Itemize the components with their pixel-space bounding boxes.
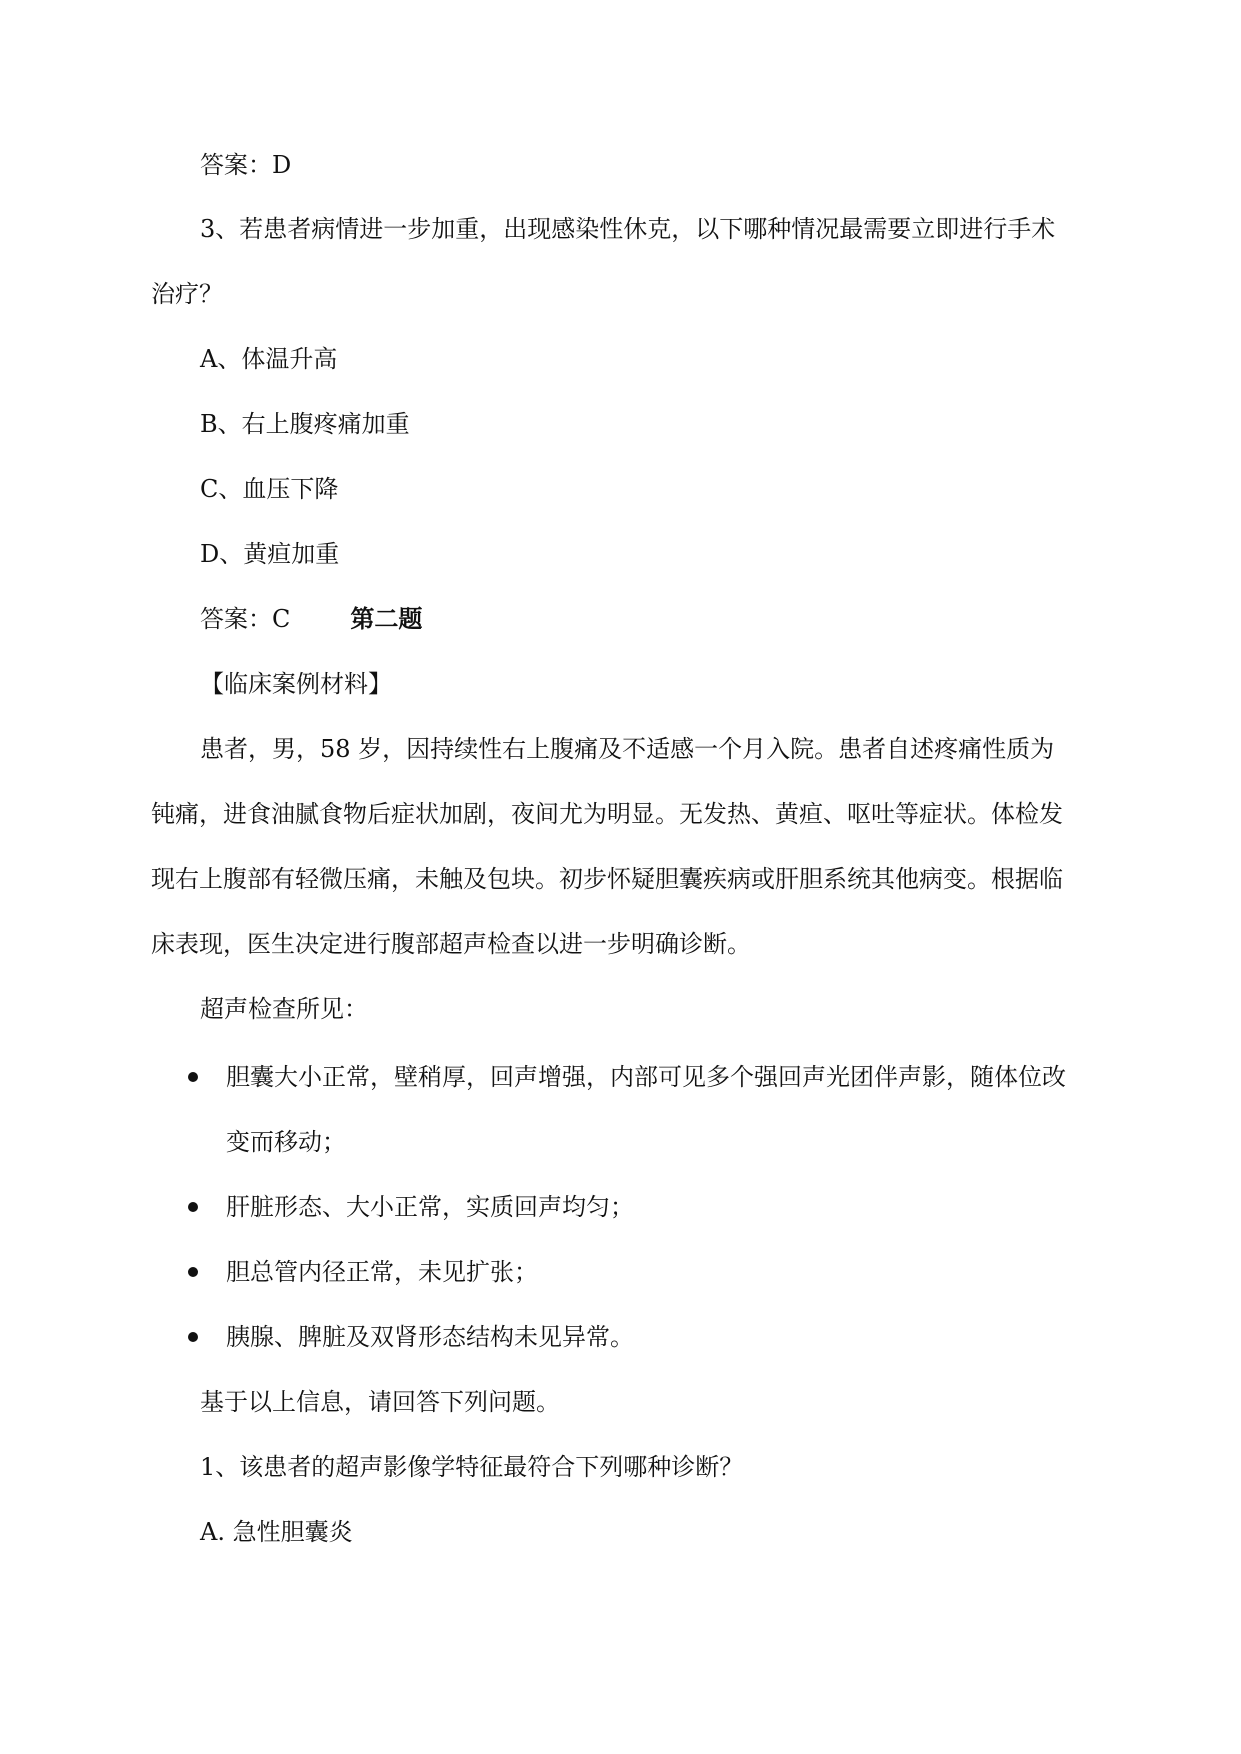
question-3-option-b: B、右上腹疼痛加重	[200, 410, 410, 438]
finding-4: 胰腺、脾脏及双肾形态结构未见异常。	[226, 1323, 634, 1351]
ultrasound-title: 超声检查所见：	[200, 995, 368, 1023]
case-line-3: 现右上腹部有轻微压痛，未触及包块。初步怀疑胆囊疾病或肝胆系统其他病变。根据临	[151, 865, 1063, 893]
bullet-1	[188, 1072, 198, 1082]
question-3-option-d: D、黄疸加重	[200, 540, 340, 568]
question-3-stem-line-1: 3、若患者病情进一步加重，出现感染性休克，以下哪种情况最需要立即进行手术	[200, 215, 1056, 243]
bullet-2	[188, 1202, 198, 1212]
finding-2: 肝脏形态、大小正常，实质回声均匀；	[226, 1193, 634, 1221]
case-line-1: 患者，男，58 岁，因持续性右上腹痛及不适感一个月入院。患者自述疼痛性质为	[200, 735, 1055, 763]
bullet-3	[188, 1267, 198, 1277]
finding-1-line-1: 胆囊大小正常，壁稍厚，回声增强，内部可见多个强回声光团伴声影，随体位改	[226, 1063, 1066, 1091]
material-title: 【临床案例材料】	[200, 670, 392, 698]
question-3-option-a: A、体温升高	[200, 345, 338, 373]
case-line-2: 钝痛，进食油腻食物后症状加剧，夜间尤为明显。无发热、黄疸、呕吐等症状。体检发	[151, 800, 1063, 828]
question-3-option-c: C、血压下降	[200, 475, 339, 503]
question-1-stem: 1、该患者的超声影像学特征最符合下列哪种诊断？	[200, 1453, 744, 1481]
section-title: 第二题	[350, 605, 423, 633]
bullet-4	[188, 1332, 198, 1342]
finding-1-line-2: 变而移动；	[226, 1128, 346, 1156]
finding-3: 胆总管内径正常，未见扩张；	[226, 1258, 538, 1286]
instruction: 基于以上信息，请回答下列问题。	[200, 1388, 560, 1416]
case-line-4: 床表现，医生决定进行腹部超声检查以进一步明确诊断。	[151, 930, 751, 958]
answer-and-section-row	[200, 604, 422, 634]
question-3-answer: 答案：C	[200, 605, 291, 633]
question-1-option-a: A. 急性胆囊炎	[200, 1518, 353, 1546]
question-2-answer: 答案：D	[200, 151, 292, 179]
question-3-stem-line-2: 治疗？	[151, 280, 223, 308]
